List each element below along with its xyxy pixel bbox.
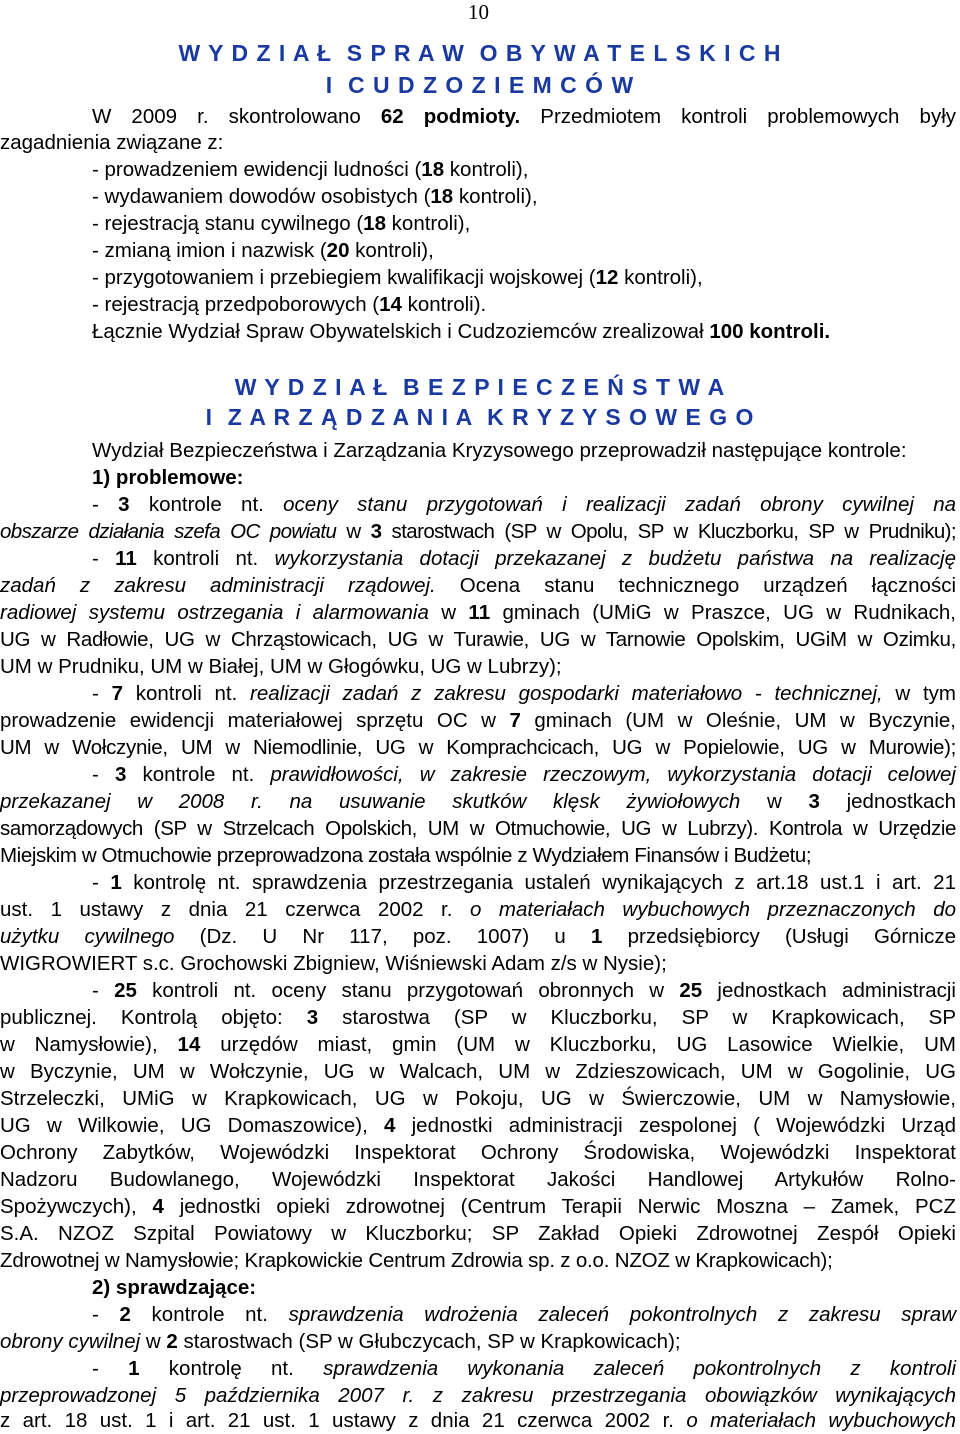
list-item: - wydawaniem dowodów osobistych (18 kontroli),	[92, 185, 538, 208]
paragraph-line: Nadzoru Budowlanego, Wojewódzki Inspektorat Jakości Handlowej Artykułów Rolno-	[0, 1168, 956, 1191]
list-item: - prowadzeniem ewidencji ludności (18 kontroli),	[92, 158, 529, 181]
paragraph-line: - 3 kontrole nt. oceny stanu przygotowań i realizacji zadań obrony cywilnej na	[92, 493, 956, 516]
paragraph-line: użytku cywilnego (Dz. U Nr 117, poz. 1007) u 1 przedsiębiorcy (Usługi Górnicze	[0, 925, 956, 948]
section-heading-civil-affairs-line2: I C U D Z O Z I E M C Ó W	[325, 72, 635, 98]
paragraph-line: w Byczynie, UM w Wołczynie, UG w Walcach, UM w Zdzieszowicach, UM w Gogolinie, UG	[0, 1060, 956, 1083]
paragraph-line: Spożywczych), 4 jednostki opieki zdrowotnej (Centrum Terapii Nerwic Moszna – Zamek, PCZ	[0, 1195, 956, 1218]
paragraph-line: radiowej systemu ostrzegania i alarmowania w 11 gminach (UMiG w Praszce, UG w Rudnikach,	[0, 601, 956, 624]
list-item: - rejestracją przedpoborowych (14 kontroli).	[92, 293, 487, 316]
list-item: - rejestracją stanu cywilnego (18 kontroli),	[92, 212, 471, 235]
paragraph-line: Ochrony Zabytków, Wojewódzki Inspektorat Ochrony Środowiska, Wojewódzki Inspektorat	[0, 1141, 956, 1164]
security-intro: Wydział Bezpieczeństwa i Zarządzania Kryzysowego przeprowadził następujące kontrole:	[92, 439, 907, 462]
page-number: 10	[468, 0, 489, 24]
paragraph-line: z art. 18 ust. 1 i art. 21 ust. 1 ustawy z dnia 21 czerwca 2002 r. o materiałach wybuchowych	[0, 1409, 956, 1432]
paragraph-line: Miejskim w Otmuchowie przeprowadzona została wspólnie z Wydziałem Finansów i Budżetu;	[0, 844, 812, 867]
paragraph-line: - 25 kontroli nt. oceny stanu przygotowań obronnych w 25 jednostkach administracji	[92, 979, 956, 1002]
paragraph-line: UG w Wilkowie, UG Domaszowice), 4 jednostki administracji zespolonej ( Wojewódzki Urząd	[0, 1114, 956, 1137]
subheading-sprawdzajace: 2) sprawdzające:	[92, 1276, 257, 1299]
paragraph-line: Zdrowotnej w Namysłowie; Krapkowickie Centrum Zdrowia sp. z o.o. NZOZ w Krapkowicach);	[0, 1249, 833, 1272]
paragraph-line: - 1 kontrolę nt. sprawdzenia przestrzegania ustaleń wynikających z art.18 ust.1 i art. 21	[92, 871, 956, 894]
paragraph-line: zadań z zakresu administracji rządowej. Ocena stanu technicznego urządzeń łączności	[0, 574, 956, 597]
paragraph-line: przekazanej w 2008 r. na usuwanie skutków klęsk żywiołowych w 3 jednostkach	[0, 790, 957, 813]
paragraph-line: S.A. NZOZ Szpital Powiatowy w Kluczborku; SP Zakład Opieki Zdrowotnej Zespół Opieki	[0, 1222, 956, 1245]
paragraph-line: - 3 kontrole nt. prawidłowości, w zakresie rzeczowym, wykorzystania dotacji celowej	[92, 763, 956, 786]
subheading-problemowe: 1) problemowe:	[92, 466, 244, 489]
paragraph-line: publicznej. Kontrolą objęto: 3 starostwa (SP w Kluczborku, SP w Krapkowicach, SP	[0, 1006, 956, 1029]
paragraph-line: w Namysłowie), 14 urzędów miast, gmin (UM w Kluczborku, UG Lasowice Wielkie, UM	[0, 1033, 956, 1056]
paragraph-line: prowadzenie ewidencji materiałowej sprzętu OC w 7 gminach (UM w Oleśnie, UM w Byczynie,	[0, 709, 957, 732]
paragraph-line: obrony cywilnej w 2 starostwach (SP w Głubczycach, SP w Krapkowicach);	[0, 1330, 681, 1353]
paragraph-line: Strzeleczki, UMiG w Krapkowicach, UG w Pokoju, UG w Świerczowie, UM w Namysłowie,	[0, 1087, 956, 1110]
intro-paragraph-cont: zagadnienia związane z:	[0, 131, 224, 154]
paragraph-line: UM w Prudniku, UM w Białej, UM w Głogówku, UG w Lubrzy);	[0, 655, 562, 678]
section-heading-civil-affairs-line1: W Y D Z I A Ł S P R A W O B Y W A T E L S K I C H	[178, 40, 782, 66]
paragraph-line: przeprowadzonej 5 października 2007 r. z zakresu przestrzegania obowiązków wynikających	[0, 1384, 956, 1407]
intro-paragraph: W 2009 r. skontrolowano 62 podmioty. Przedmiotem kontroli problemowych były	[92, 105, 956, 128]
list-item: - przygotowaniem i przebiegiem kwalifikacji wojskowej (12 kontroli),	[92, 266, 703, 289]
paragraph-line: ust. 1 ustawy z dnia 21 czerwca 2002 r. o materiałach wybuchowych przeznaczonych do	[0, 898, 957, 921]
paragraph-line: UM w Wołczynie, UM w Niemodlinie, UG w Komprachcicach, UG w Popielowie, UG w Murowie);	[0, 736, 956, 759]
paragraph-line: - 1 kontrolę nt. sprawdzenia wykonania zaleceń pokontrolnych z kontroli	[92, 1357, 957, 1380]
paragraph-line: samorządowych (SP w Strzelcach Opolskich, UM w Otmuchowie, UG w Lubrzy). Kontrola w Urzędzie	[0, 817, 956, 840]
paragraph-line: WIGROWIERT s.c. Grochowski Zbigniew, Wiśniewski Adam z/s w Nysie);	[0, 952, 667, 975]
section-heading-security-line1: W Y D Z I A Ł B E Z P I E C Z E Ń S T W A	[234, 374, 726, 400]
paragraph-line: - 7 kontroli nt. realizacji zadań z zakresu gospodarki materiałowo - technicznej, w tym	[92, 682, 956, 705]
summary-line: Łącznie Wydział Spraw Obywatelskich i Cudzoziemców zrealizował 100 kontroli.	[92, 320, 831, 343]
paragraph-line: UG w Radłowie, UG w Chrząstowicach, UG w Turawie, UG w Tarnowie Opolskim, UGiM w Ozimku,	[0, 628, 956, 651]
paragraph-line: - 2 kontrole nt. sprawdzenia wdrożenia zaleceń pokontrolnych z zakresu spraw	[92, 1303, 956, 1326]
paragraph-line: obszarze działania szefa OC powiatu w 3 starostwach (SP w Opolu, SP w Kluczborku, SP w Prudniku);	[0, 520, 957, 543]
paragraph-line: - 11 kontroli nt. wykorzystania dotacji przekazanej z budżetu państwa na realizację	[92, 547, 957, 570]
section-heading-security-line2: I Z A R Z Ą D Z A N I A K R Y Z Y S O W E G O	[205, 404, 755, 430]
list-item: - zmianą imion i nazwisk (20 kontroli),	[92, 239, 434, 262]
